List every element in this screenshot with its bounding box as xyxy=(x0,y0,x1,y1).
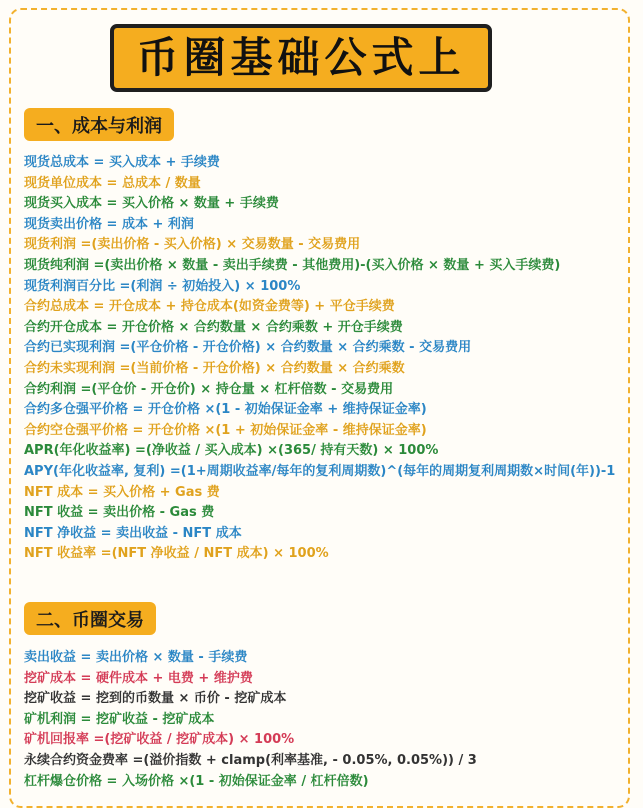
formula-line: 永续合约资金费率 =(溢价指数 + clamp(利率基准, - 0.05%, 0.05%)) / 3 xyxy=(24,752,477,768)
formula-line: 合约利润 =(平仓价 - 开仓价) × 持仓量 × 杠杆倍数 - 交易费用 xyxy=(24,381,394,397)
formula-line: 现货卖出价格 = 成本 + 利润 xyxy=(24,216,194,232)
section-heading: 二、币圈交易 xyxy=(36,609,144,631)
formula-line: 合约空仓强平价格 = 开仓价格 ×(1 + 初始保证金率 - 维持保证金率) xyxy=(24,422,427,438)
formula-list-cost-profit xyxy=(24,153,636,565)
formula-line: 挖矿收益 = 挖到的币数量 × 币价 - 挖矿成本 xyxy=(24,691,287,707)
section-header-cost-profit xyxy=(24,108,174,141)
formula-line: 合约多仓强平价格 = 开仓价格 ×(1 - 初始保证金率 + 维持保证金率) xyxy=(24,402,427,418)
formula-line: NFT 收益 = 卖出价格 - Gas 费 xyxy=(24,505,215,521)
formula-line: 现货利润 =(卖出价格 - 买入价格) × 交易数量 - 交易费用 xyxy=(24,237,361,253)
formula-line: 现货总成本 = 买入成本 + 手续费 xyxy=(24,155,220,170)
formula-list-trading xyxy=(24,648,636,792)
page-title: 币圈基础公式上 xyxy=(136,33,466,82)
formula-line: 现货纯利润 =(卖出价格 × 数量 - 卖出手续费 - 其他费用)-(买入价格 × 数量 + 买入手续费) xyxy=(24,257,561,273)
formula-line: 矿机回报率 =(挖矿收益 / 挖矿成本) × 100% xyxy=(24,732,295,748)
section-heading: 一、成本与利润 xyxy=(36,115,162,137)
formula-line: 合约总成本 = 开仓成本 + 持仓成本(如资金费等) + 平仓手续费 xyxy=(24,299,395,315)
formula-line: 卖出收益 = 卖出价格 × 数量 - 手续费 xyxy=(24,650,248,665)
formula-line: NFT 成本 = 买入价格 + Gas 费 xyxy=(24,484,220,500)
formula-line: 现货单位成本 = 总成本 / 数量 xyxy=(24,175,201,191)
formula-line: 矿机利润 = 挖矿收益 - 挖矿成本 xyxy=(24,711,215,727)
formula-line: NFT 收益率 =(NFT 净收益 / NFT 成本) × 100% xyxy=(24,546,329,562)
formula-line: APY(年化收益率, 复利) =(1+周期收益率/每年的复利周期数)^(每年的周期复利周期数×时间(年))-1 xyxy=(24,463,616,479)
formula-line: 现货利润百分比 =(利润 ÷ 初始投入) × 100% xyxy=(24,278,301,294)
section-header-trading xyxy=(24,602,156,635)
formula-line: 合约未实现利润 =(当前价格 - 开仓价格) × 合约数量 × 合约乘数 xyxy=(24,360,405,376)
formula-line: 合约已实现利润 =(平仓价格 - 开仓价格) × 合约数量 × 合约乘数 - 交易费用 xyxy=(24,340,472,356)
formula-line: 合约开仓成本 = 开仓价格 × 合约数量 × 合约乘数 + 开仓手续费 xyxy=(24,319,403,335)
formula-line: 杠杆爆仓价格 = 入场价格 ×(1 - 初始保证金率 / 杠杆倍数) xyxy=(24,773,369,789)
formula-line: APR(年化收益率) =(净收益 / 买入成本) ×(365/ 持有天数) × 100% xyxy=(24,443,439,459)
formula-line: 现货买入成本 = 买入价格 × 数量 + 手续费 xyxy=(24,196,279,212)
formula-line: 挖矿成本 = 硬件成本 + 电费 + 维护费 xyxy=(24,670,253,686)
title-banner xyxy=(110,24,492,92)
formula-line: NFT 净收益 = 卖出收益 - NFT 成本 xyxy=(24,525,242,541)
